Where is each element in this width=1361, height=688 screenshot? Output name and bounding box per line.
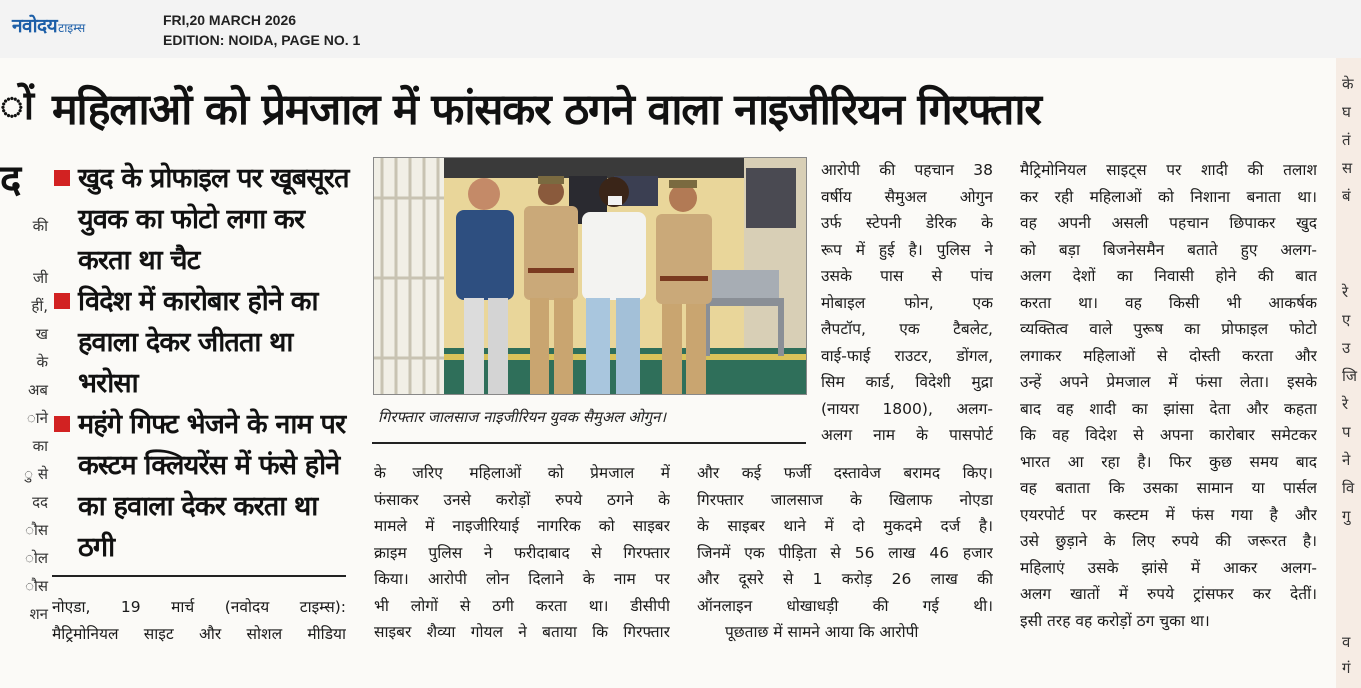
- body-text-line: मामले में नाइजीरियाई नागरिक को साइबर: [374, 517, 670, 535]
- body-text-line: कि वह विदेश से अपना कारोबार समेटकर: [1020, 426, 1317, 444]
- issue-date: FRI,20 MARCH 2026: [163, 12, 297, 28]
- header-bar: [0, 0, 1361, 58]
- body-text-line: मोबाइल फोन, एक: [821, 293, 993, 312]
- neighbor-left-fragment: हीं,: [31, 297, 48, 315]
- neighbor-left-fragment: अब: [27, 381, 48, 399]
- headline: महिलाओं को प्रेमजाल में फांसकर ठगने वाला नाइजीरियन गिरफ्तार: [52, 85, 1041, 135]
- neighbor-right-fragment: गु: [1342, 507, 1351, 525]
- logo-main-text: नवोदय: [12, 15, 58, 37]
- body-text-line: वह अपनी असली पहचान छिपाकर खुद: [1020, 214, 1317, 232]
- neighbor-right-fragment: प: [1342, 423, 1351, 441]
- body-text-line: के साइबर थाने में दो मुकदमे दर्ज है।: [697, 517, 993, 535]
- body-text-line: क्राइम पुलिस ने फरीदाबाद से गिरफ्तार: [374, 543, 670, 562]
- edition-info: EDITION: NOIDA, PAGE NO. 1: [163, 32, 361, 48]
- neighbor-left-fragment: ाने: [26, 409, 48, 427]
- body-column-2: [374, 460, 670, 646]
- neighbor-right-fragment: के: [1342, 75, 1354, 93]
- highlight-text: खुद के प्रोफाइल पर खूबसूरत युवक का फोटो लगा कर करता था चैट: [78, 163, 349, 276]
- neighbor-right-fragment: रे: [1342, 283, 1349, 301]
- body-text-line: और दूसरे से 1 करोड़ 26 लाख की: [697, 570, 993, 588]
- neighbor-right-fragment: ए: [1342, 311, 1351, 329]
- body-text-line: अलग देशों का निवासी होने की बात: [1020, 267, 1317, 285]
- neighbor-right-fragment: ने: [1342, 451, 1351, 469]
- neighbor-right-fragment: स: [1342, 159, 1353, 177]
- highlight-text: महंगे गिफ्ट भेजने के नाम पर कस्टम क्लियरेंस में फंसे होने का हवाला देकर करता था ठगी: [78, 409, 346, 563]
- body-text-line: कर रही महिलाओं को निशाना बनाता था।: [1020, 187, 1317, 206]
- neighbor-left-fragment: ौस: [25, 521, 48, 539]
- body-text-line: सिम कार्ड, विदेशी मुद्रा: [821, 373, 993, 391]
- body-text-line: बाद वह शादी का झांसा देता और कहता: [1020, 399, 1317, 418]
- neighbor-article-left: [0, 58, 52, 688]
- body-text-line: लैपटॉप, एक टैबलेट,: [821, 320, 993, 338]
- body-text-line: वह बताता कि उसका सामान या पार्सल: [1020, 479, 1317, 497]
- body-text-line: नोएडा, 19 मार्च (नवोदय टाइम्स):: [52, 598, 346, 616]
- body-text-line: को बड़ा बिजनेसमैन बताते हुए अलग-: [1020, 240, 1317, 259]
- body-text-line: ऑनलाइन धोखाधड़ी की गई थी।: [697, 596, 993, 615]
- body-text-line: मैट्रिमोनियल साइट और सोशल मीडिया: [52, 624, 346, 643]
- neighbor-left-fragment: दद: [32, 493, 48, 511]
- body-text-line: उर्फ स्टेपनी डेरिक के: [821, 214, 993, 232]
- body-text-line: के जरिए महिलाओं को प्रेमजाल में: [374, 464, 670, 482]
- neighbor-left-fragment: की: [32, 217, 48, 235]
- neighbor-right-fragment: जि: [1342, 367, 1358, 385]
- body-text-line: लगाकर महिलाओं से दोस्ती करता और: [1020, 346, 1317, 365]
- body-text-line: आरोपी की पहचान 38: [821, 161, 993, 179]
- body-text-line: पूछताछ में सामने आया कि आरोपी: [725, 623, 919, 641]
- red-square-icon: [54, 170, 70, 186]
- neighbor-right-fragment: तं: [1342, 131, 1351, 149]
- body-text-line: महिलाएं उसके झांसे में आकर अलग-: [1020, 558, 1317, 577]
- body-text-line: अलग नाम के पासपोर्ट: [821, 426, 993, 444]
- neighbor-right-fragment: घ: [1342, 103, 1351, 121]
- body-text-line: फंसाकर उनसे करोड़ों रुपये ठगने के: [374, 490, 670, 509]
- body-text-line: उसे छुड़ाने के लिए रुपये की जरूरत है।: [1020, 532, 1317, 550]
- highlight-item: [52, 158, 352, 281]
- neighbor-left-big-2: द: [0, 157, 22, 203]
- neighbor-left-big-1: ों: [0, 83, 35, 129]
- body-text-line: उसके पास से पांच: [821, 267, 993, 285]
- neighbor-left-fragment: ौस: [25, 577, 48, 595]
- logo-sub-text: टाइम्स: [58, 21, 86, 35]
- body-text-line: उन्हें अपने प्रेमजाल में फंसा लेता। इसके: [1020, 373, 1317, 391]
- body-text-line: किया। आरोपी लोन दिलाने के नाम पर: [374, 570, 670, 588]
- red-square-icon: [54, 293, 70, 309]
- body-column-1: [52, 594, 346, 647]
- body-text-line: वाई-फाई राउटर, डोंगल,: [821, 346, 993, 365]
- neighbor-right-fragment: रे: [1342, 395, 1349, 413]
- neighbor-left-fragment: ोल: [25, 549, 48, 567]
- body-text-line: मैट्रिमोनियल साइट्स पर शादी की तलाश: [1020, 161, 1317, 179]
- neighbor-right-fragment: व: [1342, 633, 1351, 651]
- highlight-item: [52, 404, 352, 568]
- highlight-text: विदेश में कारोबार होने का हवाला देकर जीतता था भरोसा: [78, 286, 318, 399]
- neighbor-left-fragment: शन: [29, 605, 48, 623]
- neighbor-left-fragment: ख: [35, 325, 48, 343]
- body-text-line: गिरफ्तार जालसाज के खिलाफ नोएडा: [697, 490, 993, 509]
- photo-illustration: [374, 158, 806, 394]
- red-square-icon: [54, 416, 70, 432]
- neighbor-right-fragment: उ: [1342, 339, 1351, 357]
- neighbor-left-fragment: के: [36, 353, 48, 371]
- body-text-line: अलग खातों में रुपये ट्रांसफर कर देतीं।: [1020, 585, 1317, 603]
- neighbor-right-fragment: गं: [1342, 659, 1351, 677]
- body-text-line: करता था। वह किसी भी आकर्षक: [1020, 293, 1317, 312]
- photo-caption: गिरफ्तार जालसाज नाइजीरियन युवक सैमुअल ओगुन।: [378, 408, 667, 426]
- divider-rule: [52, 575, 346, 577]
- dateline: [163, 10, 360, 50]
- body-text-line: एयरपोर्ट पर कस्टम में फंस गया है और: [1020, 505, 1317, 524]
- neighbor-article-right: [1336, 58, 1361, 688]
- neighbor-right-fragment: वि: [1342, 479, 1355, 497]
- neighbor-left-fragment: ु से: [24, 465, 48, 483]
- body-column-3-bottom: [697, 460, 993, 646]
- body-column-4: [1020, 157, 1317, 634]
- highlight-item: [52, 281, 352, 404]
- body-text-line: व्यक्तित्व वाले पुरूष का प्रोफाइल फोटो: [1020, 320, 1317, 338]
- body-text-line: इसी तरह वह करोड़ों ठग चुका था।: [1020, 611, 1210, 630]
- body-text-line: भी लोगों से ठगी करता था। डीसीपी: [374, 596, 670, 615]
- body-text-line: साइबर शैव्या गोयल ने बताया कि गिरफ्तार: [374, 623, 670, 641]
- body-text-line: जिनमें एक पीड़िता से 56 लाख 46 हजार: [697, 543, 993, 562]
- highlights: [52, 158, 352, 568]
- body-text-line: भारत आ रहा है। फिर कुछ समय बाद: [1020, 452, 1317, 471]
- neighbor-right-fragment: बं: [1342, 187, 1351, 205]
- caption-rule: [372, 442, 806, 444]
- body-text-line: रूप में हुई है। पुलिस ने: [821, 240, 993, 259]
- news-photo: [373, 157, 807, 395]
- body-column-3-top: [821, 157, 993, 449]
- body-text-line: (नायरा 1800), अलग-: [821, 399, 993, 418]
- newspaper-logo: [12, 12, 86, 37]
- body-text-line: वर्षीय सैमुअल ओगुन: [821, 187, 993, 206]
- neighbor-left-fragment: का: [32, 437, 48, 455]
- neighbor-left-fragment: जी: [32, 269, 48, 287]
- body-text-line: और कई फर्जी दस्तावेज बरामद किए।: [697, 464, 993, 482]
